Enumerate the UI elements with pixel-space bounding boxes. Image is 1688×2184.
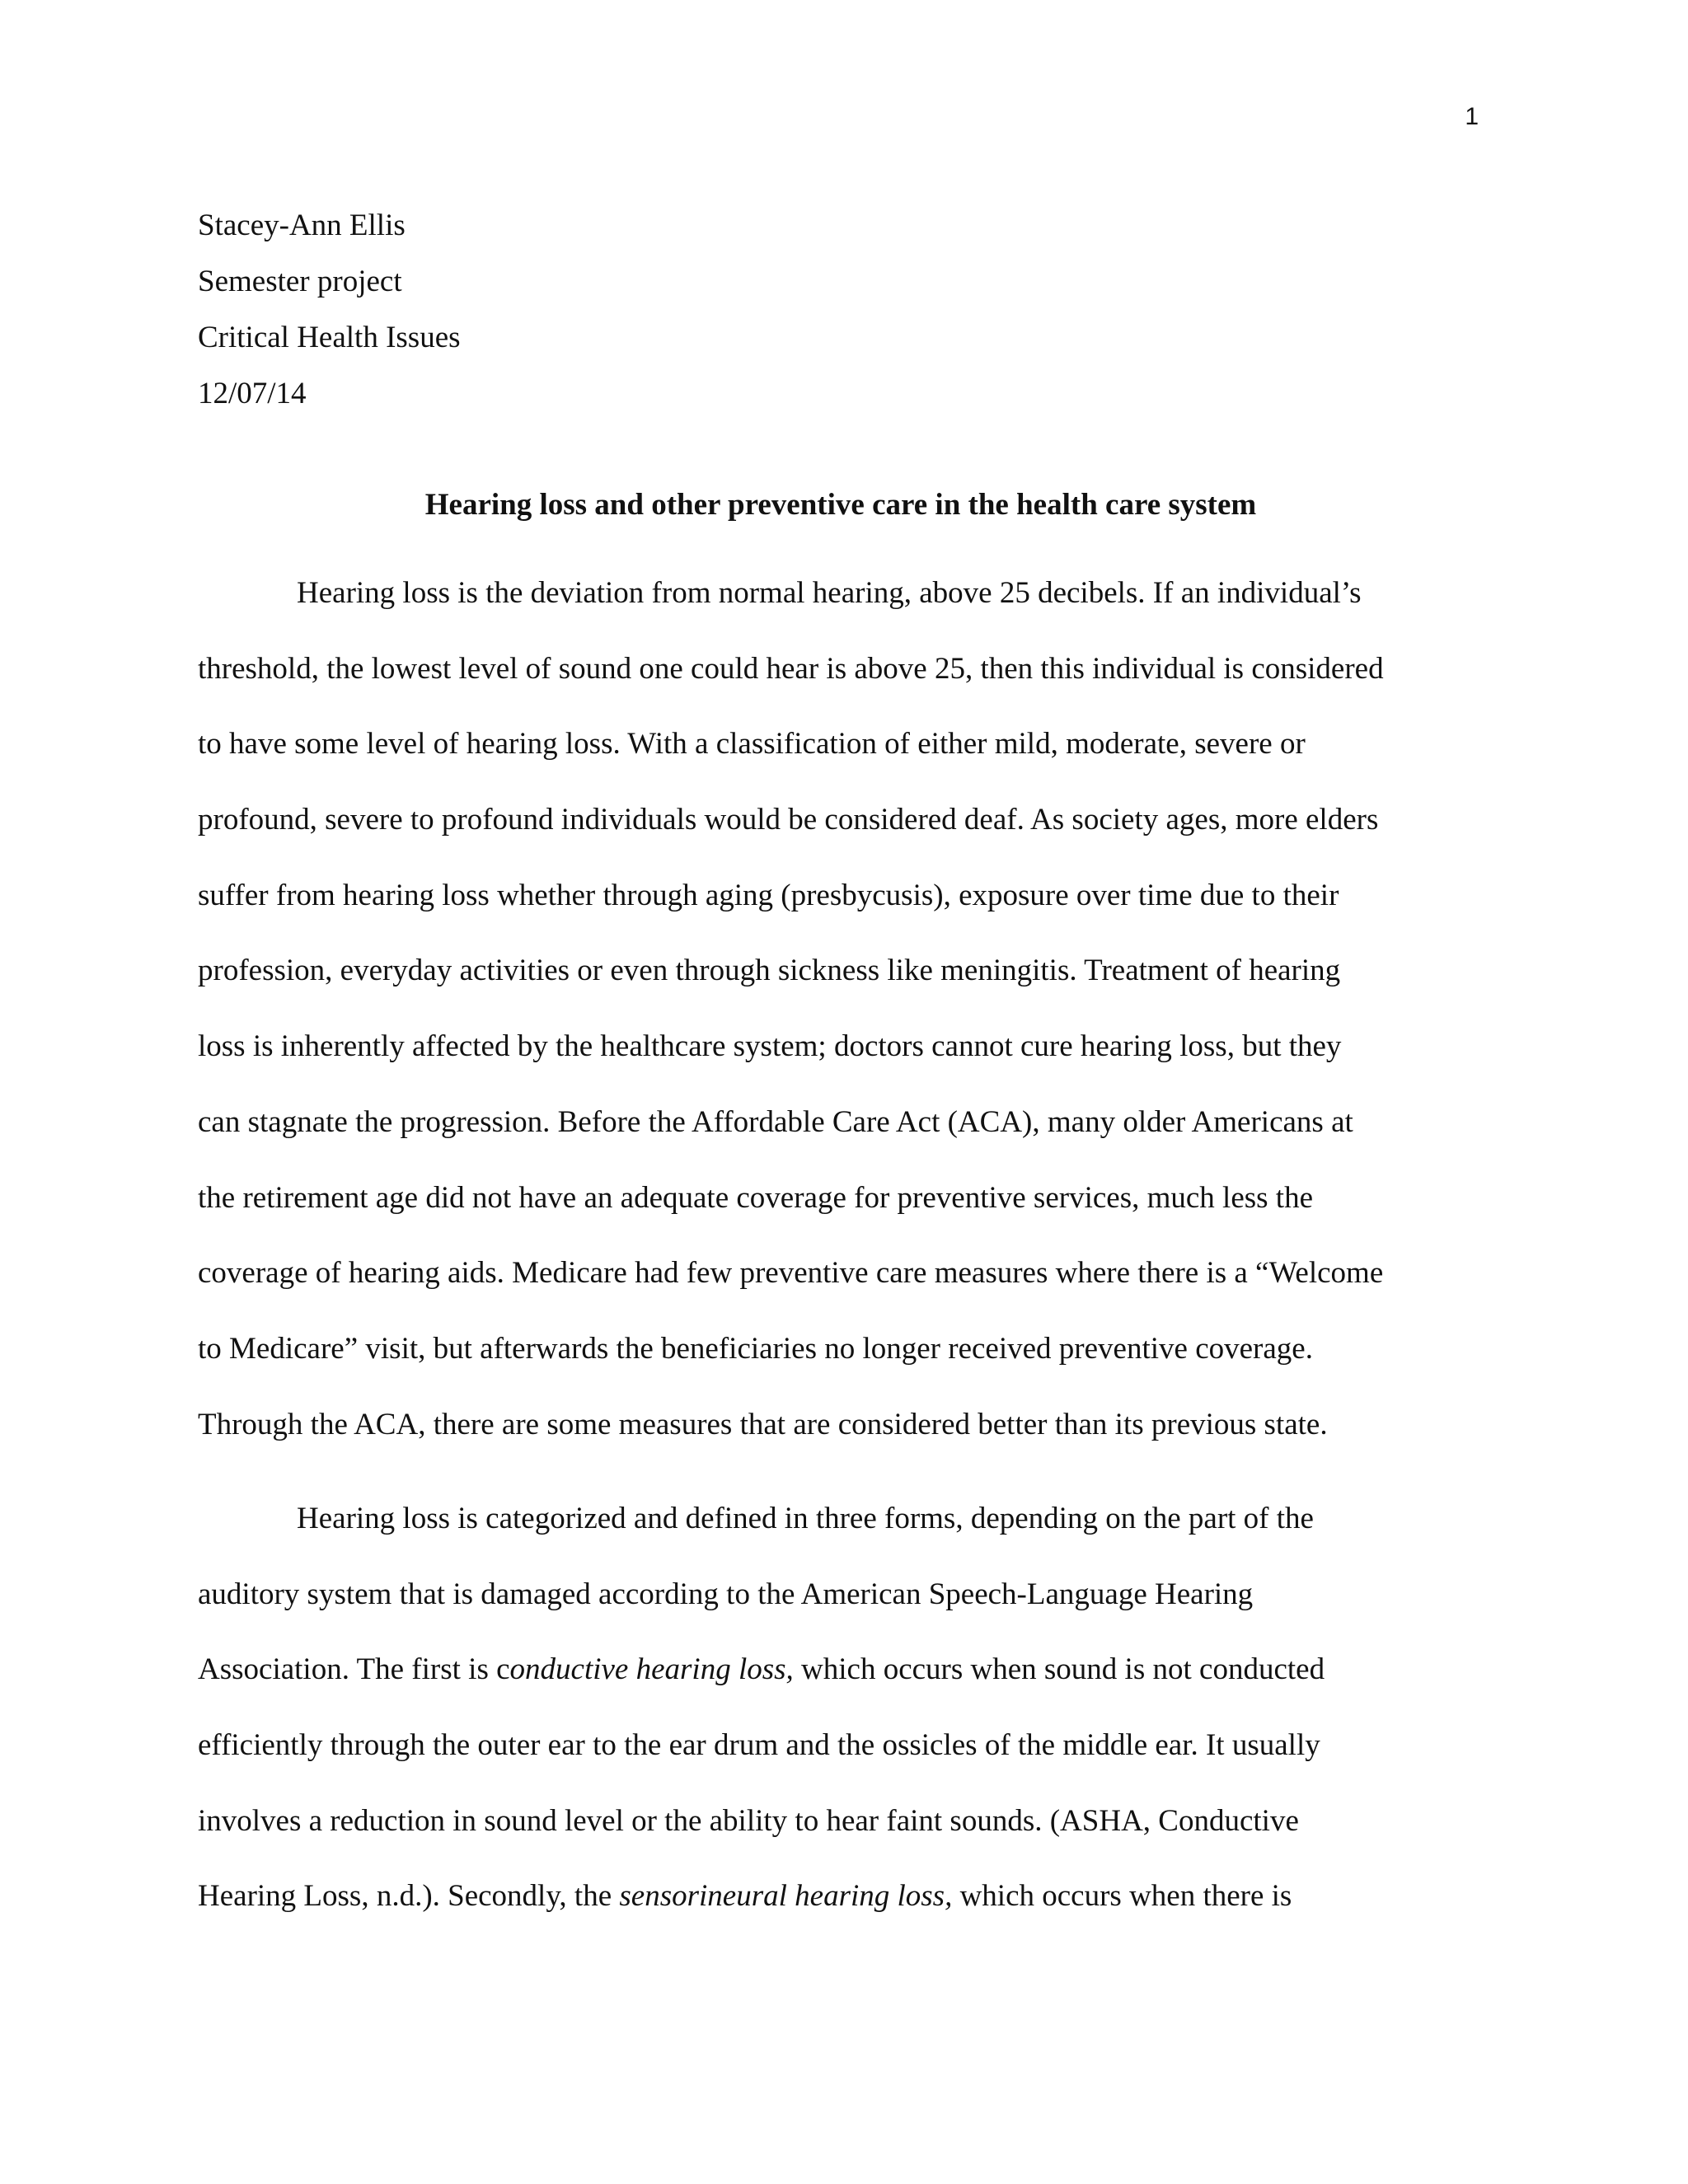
document-title: Hearing loss and other preventive care in the health care system bbox=[424, 488, 1257, 522]
paragraph-line: auditory system that is damaged according to the American Speech-Language Hearing bbox=[198, 1577, 1254, 1611]
paragraph-1 bbox=[198, 555, 1484, 1462]
paragraph-line: the retirement age did not have an adequate coverage for preventive services, much less the bbox=[198, 1180, 1313, 1215]
paragraph-line: efficiently through the outer ear to the ear drum and the ossicles of the middle ear. It usually bbox=[198, 1728, 1320, 1763]
course-name: Critical Health Issues bbox=[198, 321, 461, 354]
paragraph-line: Through the ACA, there are some measures that are considered better than its previous state. bbox=[198, 1407, 1328, 1441]
paragraph-line: to Medicare” visit, but afterwards the beneficiaries no longer received preventive coverage. bbox=[198, 1331, 1313, 1366]
paragraph-line: profound, severe to profound individuals would be considered deaf. As society ages, more elders bbox=[198, 803, 1379, 837]
italic-term-conductive: onductive hearing loss, bbox=[509, 1652, 794, 1687]
paragraph-line: threshold, the lowest level of sound one could hear is above 25, then this individual is considered bbox=[198, 651, 1384, 686]
text-run: which occurs when sound is not conducted bbox=[793, 1652, 1325, 1687]
italic-term-sensorineural: sensorineural hearing loss, bbox=[619, 1879, 953, 1914]
text-run: Hearing Loss, n.d.). Secondly, the bbox=[198, 1879, 620, 1914]
paragraph-line bbox=[198, 1632, 1484, 1708]
paragraph-line: can stagnate the progression. Before the Affordable Care Act (ACA), many older Americans at bbox=[198, 1104, 1353, 1139]
paragraph-line: Hearing loss is the deviation from normal hearing, above 25 decibels. If an individual’s bbox=[297, 576, 1362, 610]
paragraph-line: Hearing loss is categorized and defined in three forms, depending on the part of the bbox=[297, 1502, 1314, 1535]
paragraph-line bbox=[198, 1858, 1484, 1934]
document-date: 12/07/14 bbox=[198, 377, 307, 410]
text-run: which occurs when there is bbox=[952, 1879, 1292, 1914]
text-run: Association. The first is c bbox=[198, 1652, 510, 1687]
assignment-name: Semester project bbox=[198, 265, 402, 298]
paragraph-line: profession, everyday activities or even through sickness like meningitis. Treatment of hearing bbox=[198, 954, 1341, 988]
paragraph-line: coverage of hearing aids. Medicare had few preventive care measures where there is a “Welcome bbox=[198, 1256, 1384, 1291]
paragraph-line: loss is inherently affected by the healthcare system; doctors cannot cure hearing loss, but they bbox=[198, 1029, 1342, 1064]
paragraph-2 bbox=[198, 1481, 1484, 1934]
paragraph-line: involves a reduction in sound level or the ability to hear faint sounds. (ASHA, Conductive bbox=[198, 1803, 1299, 1838]
paragraph-line: to have some level of hearing loss. With a classification of either mild, moderate, severe or bbox=[198, 727, 1306, 762]
paragraph-line: suffer from hearing loss whether through aging (presbycusis), exposure over time due to their bbox=[198, 878, 1339, 912]
document-header bbox=[198, 198, 1484, 422]
author-name: Stacey-Ann Ellis bbox=[198, 209, 406, 242]
page-number: 1 bbox=[1465, 103, 1479, 130]
